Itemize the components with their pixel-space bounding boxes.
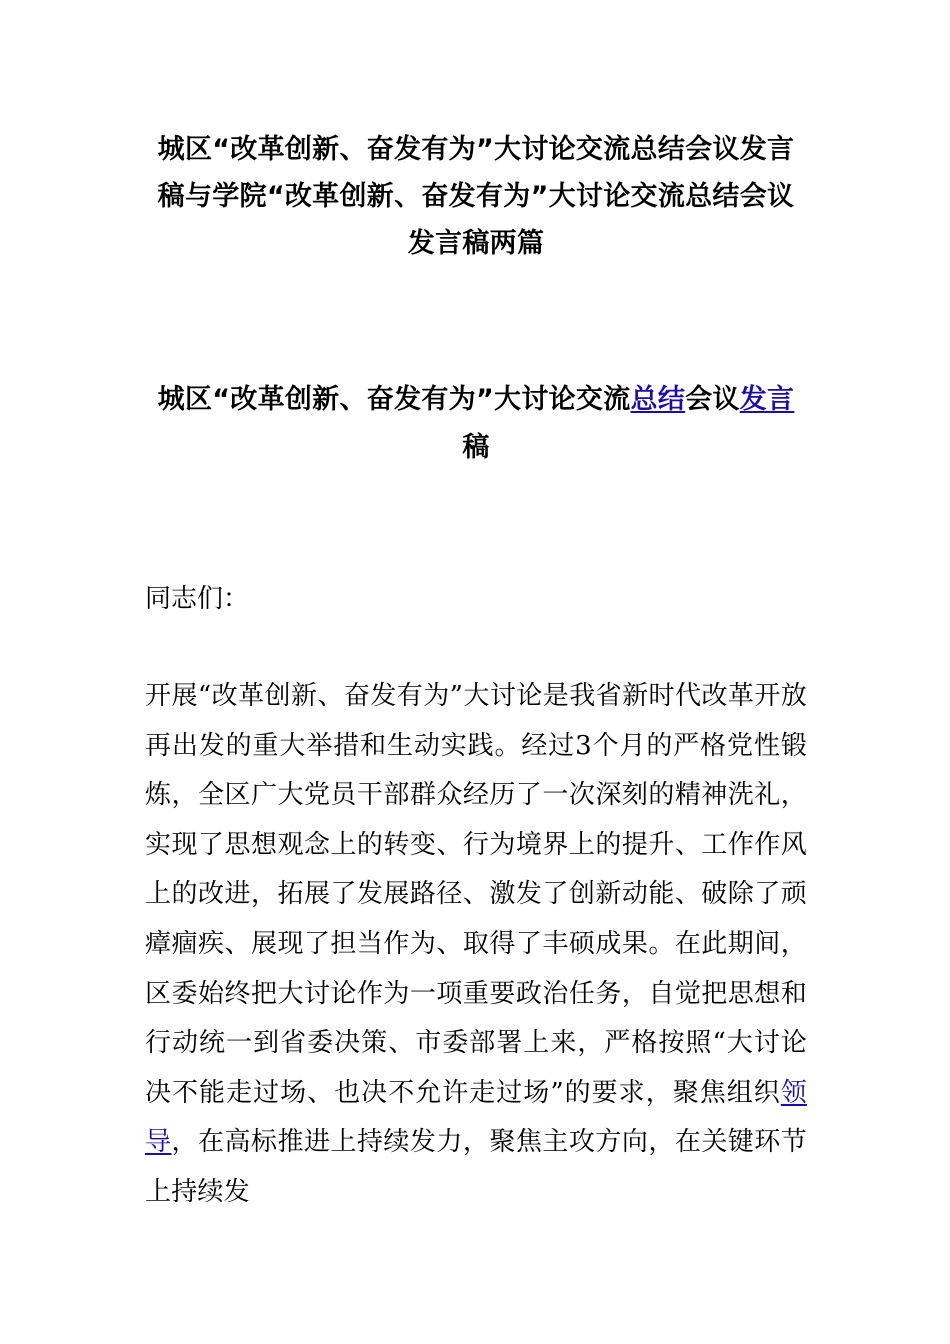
body-text-1: 开展“改革创新、奋发有为”大讨论是我省新时代改革开放再出发的重大举措和生动实践。经过3个月的严格党性锻炼，全区广大党员干部群众经历了一次深刻的精神洗礼，实现了思想观念上的转变、行为境界上的提升、工作作风上的改进，拓展了发展路径、激发了创新动能、破除了顽瘴痼疾、展现了担当作为、取得了丰硕成果。在此期间，区委始终把大讨论作为一项重要政治任务，自觉把思想和行动统一到省委决策、市委部署上来，严格按照“大讨论决不能走过场、也决不允许走过场”的要求，聚焦组织 — [145, 681, 807, 1108]
section-title — [145, 376, 807, 472]
speech-link[interactable]: 发言 — [739, 384, 795, 415]
greeting: 同志们： — [145, 584, 250, 614]
document-title: 城区“改革创新、奋发有为”大讨论交流总结会议发言稿与学院“改革创新、奋发有为”大讨论交流总结会议发言稿两篇 — [157, 134, 795, 259]
section-title-text-3: 稿 — [462, 432, 490, 463]
body-paragraph — [145, 672, 807, 1218]
section-title-text-1: 城区“改革创新、奋发有为”大讨论交流 — [157, 384, 631, 415]
body-text-2: ，在高标推进上持续发力，聚焦主攻方向，在关键环节上持续发 — [145, 1127, 807, 1207]
leadership-link[interactable]: 领导 — [145, 1077, 807, 1158]
section-title-text-2: 会议 — [685, 384, 740, 415]
summary-link[interactable]: 总结 — [630, 384, 686, 415]
